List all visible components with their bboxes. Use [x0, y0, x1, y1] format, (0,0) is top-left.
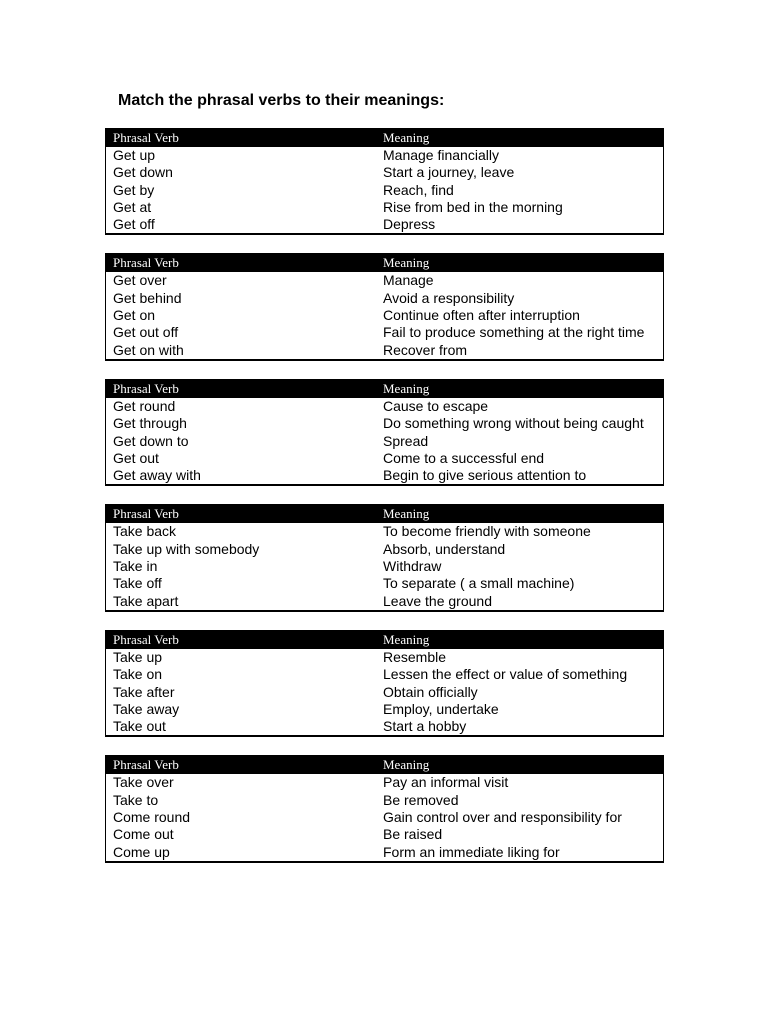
- phrasal-verb-cell: Get behind: [113, 289, 182, 306]
- table-header: [106, 129, 663, 147]
- table-row: [106, 307, 663, 324]
- header-meaning: Meaning: [383, 255, 430, 271]
- phrasal-verb-table: [105, 755, 664, 862]
- meaning-cell: Form an immediate liking for: [383, 843, 560, 860]
- table-row: [106, 701, 663, 718]
- phrasal-verb-table: [105, 253, 664, 360]
- header-phrasal-verb: Phrasal Verb: [113, 130, 179, 145]
- meaning-cell: Lessen the effect or value of something: [383, 666, 628, 683]
- phrasal-verb-cell: Get through: [113, 415, 187, 432]
- table-row: [106, 523, 663, 540]
- meaning-cell: Employ, undertake: [383, 700, 499, 717]
- table-row: [106, 844, 663, 861]
- table-row: [106, 718, 663, 735]
- header-phrasal-verb: Phrasal Verb: [113, 380, 179, 396]
- phrasal-verb-cell: Take back: [113, 523, 177, 540]
- header-phrasal-verb: Phrasal Verb: [113, 631, 179, 647]
- meaning-cell: Cause to escape: [383, 397, 489, 414]
- phrasal-verb-cell: Take away: [113, 700, 180, 717]
- header-phrasal-verb: Phrasal Verb: [113, 255, 179, 271]
- meaning-cell: Fail to produce something at the right time: [383, 324, 645, 341]
- meaning-cell: Continue often after interruption: [383, 307, 580, 324]
- meaning-cell: Rise from bed in the morning: [383, 198, 563, 215]
- table-header: [106, 756, 663, 774]
- meaning-cell: Manage financially: [383, 147, 499, 163]
- table-row: [106, 147, 663, 164]
- meaning-cell: Be removed: [383, 791, 459, 808]
- phrasal-verb-table: [105, 630, 664, 737]
- table-row: [106, 199, 663, 216]
- header-phrasal-verb: Phrasal Verb: [113, 506, 179, 522]
- table-header: [106, 631, 663, 649]
- table-row: [106, 774, 663, 791]
- phrasal-verb-cell: Come out: [113, 826, 174, 843]
- phrasal-verb-cell: Get out off: [113, 324, 179, 341]
- phrasal-verb-table: [105, 379, 664, 486]
- phrasal-verb-cell: Take to: [113, 791, 159, 808]
- meaning-cell: Start a journey, leave: [383, 164, 515, 181]
- phrasal-verb-cell: Take on: [113, 666, 163, 683]
- phrasal-verb-cell: Get out: [113, 449, 159, 466]
- meaning-cell: Come to a successful end: [383, 449, 545, 466]
- table-row: [106, 433, 663, 450]
- phrasal-verb-cell: Get down: [113, 164, 173, 181]
- phrasal-verb-table: [105, 504, 664, 611]
- table-row: [106, 684, 663, 701]
- table-row: [106, 272, 663, 289]
- meaning-cell: Pay an informal visit: [383, 774, 509, 791]
- tables-container: [105, 128, 664, 881]
- table-row: [106, 450, 663, 467]
- phrasal-verb-table: [105, 128, 664, 235]
- table-row: [106, 792, 663, 809]
- table-row: [106, 398, 663, 415]
- header-meaning: Meaning: [383, 757, 430, 773]
- table-header: [106, 254, 663, 272]
- meaning-cell: Begin to give serious attention to: [383, 467, 587, 484]
- phrasal-verb-cell: Get on with: [113, 341, 184, 358]
- table-row: [106, 666, 663, 683]
- phrasal-verb-cell: Get by: [113, 181, 155, 198]
- table-row: [106, 415, 663, 432]
- table-header: [106, 380, 663, 398]
- phrasal-verb-cell: Get at: [113, 198, 152, 215]
- phrasal-verb-cell: Take up: [113, 648, 163, 665]
- meaning-cell: Avoid a responsibility: [383, 289, 515, 306]
- phrasal-verb-cell: Take out: [113, 718, 166, 735]
- meaning-cell: Reach, find: [383, 181, 454, 198]
- table-row: [106, 290, 663, 307]
- meaning-cell: Be raised: [383, 826, 443, 843]
- phrasal-verb-cell: Get away with: [113, 467, 201, 484]
- meaning-cell: Obtain officially: [383, 683, 478, 700]
- table-row: [106, 558, 663, 575]
- meaning-cell: Depress: [383, 216, 436, 233]
- meaning-cell: Recover from: [383, 341, 468, 358]
- table-row: [106, 182, 663, 199]
- phrasal-verb-cell: Take apart: [113, 592, 179, 609]
- meaning-cell: To become friendly with someone: [383, 523, 591, 540]
- phrasal-verb-cell: Come round: [113, 809, 191, 826]
- phrasal-verb-cell: Get off: [113, 216, 155, 233]
- phrasal-verb-cell: Take over: [113, 774, 174, 791]
- table-row: [106, 826, 663, 843]
- table-row: [106, 809, 663, 826]
- table-row: [106, 649, 663, 666]
- header-meaning: Meaning: [383, 506, 430, 522]
- phrasal-verb-cell: Get on: [113, 307, 156, 324]
- meaning-cell: Resemble: [383, 648, 447, 665]
- page-title: Match the phrasal verbs to their meanings:: [118, 92, 445, 109]
- header-meaning: Meaning: [383, 631, 430, 647]
- phrasal-verb-cell: Get round: [113, 397, 176, 414]
- table-row: [106, 575, 663, 592]
- meaning-cell: Absorb, understand: [383, 540, 506, 557]
- table-row: [106, 342, 663, 359]
- phrasal-verb-cell: Take after: [113, 683, 175, 700]
- phrasal-verb-cell: Get down to: [113, 432, 189, 449]
- table-row: [106, 541, 663, 558]
- meaning-cell: Manage: [383, 272, 434, 289]
- phrasal-verb-cell: Take off: [113, 575, 162, 592]
- table-header: [106, 505, 663, 523]
- meaning-cell: Withdraw: [383, 558, 442, 575]
- phrasal-verb-cell: Get over: [113, 272, 167, 289]
- meaning-cell: Gain control over and responsibility for: [383, 809, 622, 826]
- header-phrasal-verb: Phrasal Verb: [113, 757, 179, 773]
- table-row: [106, 593, 663, 610]
- phrasal-verb-cell: Come up: [113, 843, 170, 860]
- phrasal-verb-cell: Take in: [113, 558, 158, 575]
- table-row: [106, 467, 663, 484]
- phrasal-verb-cell: Take up with somebody: [113, 540, 260, 557]
- meaning-cell: Spread: [383, 432, 429, 449]
- meaning-cell: Do something wrong without being caught: [383, 415, 644, 432]
- phrasal-verb-cell: Get up: [113, 147, 156, 163]
- meaning-cell: Leave the ground: [383, 592, 492, 609]
- meaning-cell: To separate ( a small machine): [383, 575, 575, 592]
- table-row: [106, 324, 663, 341]
- header-meaning: Meaning: [383, 380, 430, 396]
- header-meaning: Meaning: [383, 130, 430, 145]
- meaning-cell: Start a hobby: [383, 718, 467, 735]
- table-row: [106, 216, 663, 233]
- table-row: [106, 164, 663, 181]
